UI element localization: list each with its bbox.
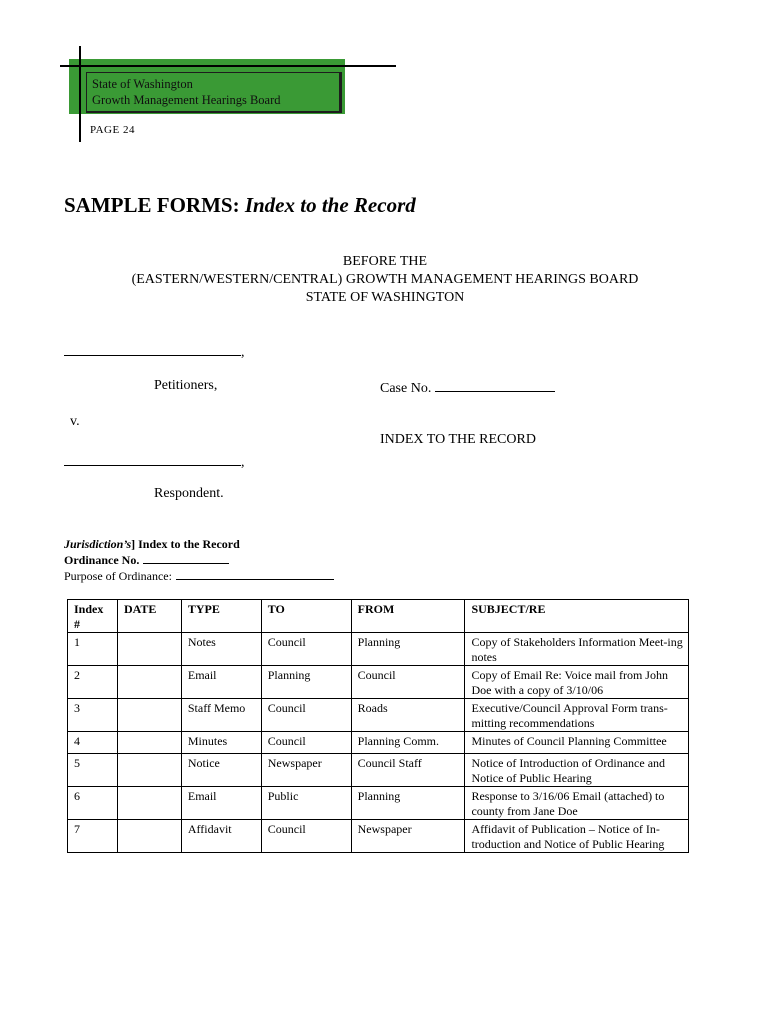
cell-subject: Executive/Council Approval Form trans-mitting recommendations xyxy=(465,699,689,732)
header-type: TYPE xyxy=(181,600,261,633)
cell-from: Council Staff xyxy=(351,754,465,787)
ordinance-purpose: Purpose of Ordinance: xyxy=(64,568,334,584)
case-number xyxy=(380,378,555,397)
table-header-row xyxy=(68,600,689,633)
caption-line-2: (EASTERN/WESTERN/CENTRAL) GROWTH MANAGEMENT HEARINGS BOARD xyxy=(131,272,639,287)
cell-type: Staff Memo xyxy=(181,699,261,732)
case-number-label: Case No. xyxy=(380,381,432,396)
cell-from: Roads xyxy=(351,699,465,732)
cell-type: Email xyxy=(181,666,261,699)
header-subject: SUBJECT/RE xyxy=(465,600,689,633)
cell-from: Planning Comm. xyxy=(351,732,465,754)
cell-to: Planning xyxy=(261,666,351,699)
table-row xyxy=(68,666,689,699)
cell-from: Council xyxy=(351,666,465,699)
cell-date xyxy=(117,666,181,699)
header-to: TO xyxy=(261,600,351,633)
cell-date xyxy=(117,699,181,732)
cell-index: 2 xyxy=(68,666,118,699)
cell-type: Minutes xyxy=(181,732,261,754)
ordinance-number: Ordinance No. xyxy=(64,552,334,568)
case-caption xyxy=(0,253,770,307)
respondent-name-blank: , xyxy=(64,452,245,471)
cell-from: Newspaper xyxy=(351,820,465,853)
record-index-table xyxy=(67,599,689,853)
cell-to: Public xyxy=(261,787,351,820)
respondent-label: Respondent. xyxy=(154,486,224,501)
cell-to: Council xyxy=(261,820,351,853)
cell-date xyxy=(117,787,181,820)
cell-index: 3 xyxy=(68,699,118,732)
header-index: Index # xyxy=(68,600,118,633)
caption-line-1: BEFORE THE xyxy=(342,254,428,269)
table-row xyxy=(68,754,689,787)
cell-from: Planning xyxy=(351,787,465,820)
org-name xyxy=(92,76,281,108)
cell-index: 6 xyxy=(68,787,118,820)
cell-subject: Copy of Stakeholders Information Meet-ing notes xyxy=(465,633,689,666)
org-line-1: State of Washington xyxy=(92,77,193,91)
petitioners-label: Petitioners, xyxy=(154,378,218,393)
case-number-blank xyxy=(435,378,555,392)
title-prefix: SAMPLE FORMS: xyxy=(64,193,240,217)
cell-date xyxy=(117,633,181,666)
header-from: FROM xyxy=(351,600,465,633)
table-row xyxy=(68,820,689,853)
cell-type: Affidavit xyxy=(181,820,261,853)
page-number: PAGE 24 xyxy=(90,124,135,136)
cell-index: 7 xyxy=(68,820,118,853)
cell-subject: Response to 3/16/06 Email (attached) to county from Jane Doe xyxy=(465,787,689,820)
cell-index: 1 xyxy=(68,633,118,666)
table-row xyxy=(68,732,689,754)
jurisdiction-block xyxy=(64,537,334,584)
cell-to: Newspaper xyxy=(261,754,351,787)
cell-date xyxy=(117,754,181,787)
versus-label: v. xyxy=(70,414,80,429)
table-row xyxy=(68,633,689,666)
header-date: DATE xyxy=(117,600,181,633)
index-record-heading: INDEX TO THE RECORD xyxy=(380,432,536,447)
jurisdiction-title: Jurisdiction’s] Index to the Record xyxy=(64,537,240,551)
petitioner-name-blank: , xyxy=(64,342,245,361)
table-row xyxy=(68,787,689,820)
cell-index: 5 xyxy=(68,754,118,787)
cell-from: Planning xyxy=(351,633,465,666)
cell-to: Council xyxy=(261,699,351,732)
cell-type: Notes xyxy=(181,633,261,666)
cell-subject: Affidavit of Publication – Notice of In-troduction and Notice of Public Hearing xyxy=(465,820,689,853)
cell-subject: Notice of Introduction of Ordinance and Notice of Public Hearing xyxy=(465,754,689,787)
cell-subject: Minutes of Council Planning Committee xyxy=(465,732,689,754)
cell-to: Council xyxy=(261,732,351,754)
header-rule-vertical xyxy=(79,46,81,142)
cell-date xyxy=(117,820,181,853)
cell-index: 4 xyxy=(68,732,118,754)
cell-type: Email xyxy=(181,787,261,820)
page-title xyxy=(64,193,416,218)
cell-type: Notice xyxy=(181,754,261,787)
title-italic: Index to the Record xyxy=(244,193,416,217)
table-row xyxy=(68,699,689,732)
org-line-2: Growth Management Hearings Board xyxy=(92,93,281,107)
cell-subject: Copy of Email Re: Voice mail from John Doe with a copy of 3/10/06 xyxy=(465,666,689,699)
caption-line-3: STATE OF WASHINGTON xyxy=(305,290,465,305)
header-rule-horizontal xyxy=(60,65,396,67)
cell-date xyxy=(117,732,181,754)
cell-to: Council xyxy=(261,633,351,666)
